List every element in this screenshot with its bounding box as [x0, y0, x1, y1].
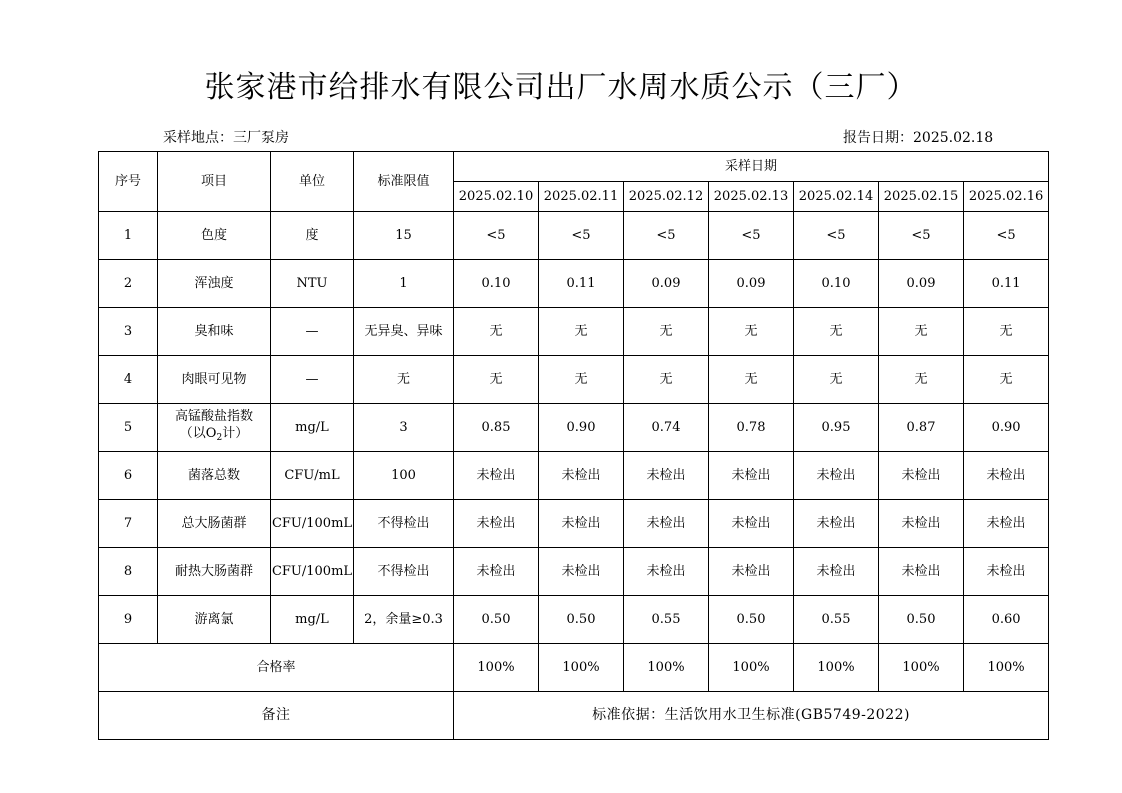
row-value: 无	[964, 308, 1049, 356]
report-date: 报告日期：2025.02.18	[843, 130, 994, 146]
row-value: 未检出	[794, 500, 879, 548]
header-index: 序号	[99, 152, 158, 212]
row-item: 浑浊度	[158, 260, 271, 308]
row-index: 8	[99, 548, 158, 596]
row-value: 0.09	[879, 260, 964, 308]
row-value: 未检出	[709, 500, 794, 548]
pass-rate-row	[99, 644, 1049, 692]
header-sampling-date: 采样日期	[454, 152, 1049, 182]
row-value: 未检出	[454, 452, 539, 500]
row-value: 无	[794, 308, 879, 356]
row-value: 无	[794, 356, 879, 404]
row-value: 未检出	[709, 452, 794, 500]
row-value: 无	[624, 308, 709, 356]
pass-rate-value: 100%	[709, 644, 794, 692]
row-value: 0.90	[964, 404, 1049, 452]
row-limit: 不得检出	[354, 548, 454, 596]
row-item-line2-prefix: （以O	[179, 426, 217, 441]
pass-rate-value: 100%	[539, 644, 624, 692]
row-value: <5	[624, 212, 709, 260]
row-value: 0.78	[709, 404, 794, 452]
row-value: 未检出	[794, 548, 879, 596]
row-limit: 无异臭、异味	[354, 308, 454, 356]
date-header: 2025.02.12	[624, 182, 709, 212]
table-row	[99, 404, 1049, 452]
row-item: 游离氯	[158, 596, 271, 644]
row-value: 未检出	[879, 452, 964, 500]
row-index: 9	[99, 596, 158, 644]
row-index: 6	[99, 452, 158, 500]
table-row	[99, 356, 1049, 404]
row-value: 未检出	[794, 452, 879, 500]
row-value: 0.11	[964, 260, 1049, 308]
row-limit: 100	[354, 452, 454, 500]
row-limit: 1	[354, 260, 454, 308]
row-limit: 15	[354, 212, 454, 260]
remarks-text: 标准依据：生活饮用水卫生标准(GB5749-2022)	[454, 692, 1049, 740]
row-unit: mg/L	[271, 404, 354, 452]
row-unit: —	[271, 356, 354, 404]
row-value: 未检出	[539, 500, 624, 548]
date-header: 2025.02.10	[454, 182, 539, 212]
pass-rate-value: 100%	[454, 644, 539, 692]
row-value: 0.10	[794, 260, 879, 308]
row-value: 无	[709, 356, 794, 404]
row-value: 0.95	[794, 404, 879, 452]
row-value: <5	[709, 212, 794, 260]
pass-rate-value: 100%	[794, 644, 879, 692]
row-value: 0.11	[539, 260, 624, 308]
row-index: 5	[99, 404, 158, 452]
table-row	[99, 596, 1049, 644]
table-row	[99, 548, 1049, 596]
header-unit: 单位	[271, 152, 354, 212]
row-value: 0.50	[454, 596, 539, 644]
remarks-row	[99, 692, 1049, 740]
pass-rate-label: 合格率	[99, 644, 454, 692]
row-value: 无	[454, 356, 539, 404]
row-value: 未检出	[964, 500, 1049, 548]
row-unit: CFU/100mL	[271, 548, 354, 596]
row-value: 0.87	[879, 404, 964, 452]
table-row	[99, 308, 1049, 356]
row-value: 无	[709, 308, 794, 356]
water-quality-table	[98, 151, 1049, 740]
row-value: <5	[539, 212, 624, 260]
row-value: 未检出	[879, 500, 964, 548]
row-unit: 度	[271, 212, 354, 260]
row-index: 2	[99, 260, 158, 308]
sampling-location: 采样地点：三厂泵房	[163, 130, 289, 146]
row-item-line1: 高锰酸盐指数	[174, 409, 253, 424]
row-unit: —	[271, 308, 354, 356]
row-value: 未检出	[709, 548, 794, 596]
row-item: 总大肠菌群	[158, 500, 271, 548]
row-item: 肉眼可见物	[158, 356, 271, 404]
date-header: 2025.02.11	[539, 182, 624, 212]
row-index: 7	[99, 500, 158, 548]
table-row	[99, 212, 1049, 260]
row-value: 无	[624, 356, 709, 404]
row-value: 无	[454, 308, 539, 356]
row-value: 0.50	[879, 596, 964, 644]
row-value: <5	[454, 212, 539, 260]
row-value: <5	[794, 212, 879, 260]
page-title: 张家港市给排水有限公司出厂水周水质公示（三厂）	[204, 70, 918, 105]
row-value: 0.74	[624, 404, 709, 452]
row-unit: CFU/100mL	[271, 500, 354, 548]
pass-rate-value: 100%	[964, 644, 1049, 692]
row-limit: 2，余量≥0.3	[354, 596, 454, 644]
row-value: 0.09	[709, 260, 794, 308]
row-value: 0.50	[539, 596, 624, 644]
row-item: 耐热大肠菌群	[158, 548, 271, 596]
row-limit: 无	[354, 356, 454, 404]
date-header: 2025.02.14	[794, 182, 879, 212]
row-value: 未检出	[624, 500, 709, 548]
row-value: <5	[964, 212, 1049, 260]
row-value: 未检出	[624, 452, 709, 500]
row-item	[158, 404, 271, 452]
row-unit: CFU/mL	[271, 452, 354, 500]
row-value: 0.50	[709, 596, 794, 644]
date-header: 2025.02.16	[964, 182, 1049, 212]
row-value: 未检出	[454, 500, 539, 548]
row-value: 0.55	[624, 596, 709, 644]
row-value: 未检出	[539, 452, 624, 500]
header-item: 项目	[158, 152, 271, 212]
row-value: 未检出	[879, 548, 964, 596]
row-unit: NTU	[271, 260, 354, 308]
row-value: 0.60	[964, 596, 1049, 644]
row-limit: 3	[354, 404, 454, 452]
pass-rate-value: 100%	[879, 644, 964, 692]
header-limit: 标准限值	[354, 152, 454, 212]
row-value: 无	[539, 308, 624, 356]
row-value: 未检出	[964, 548, 1049, 596]
remarks-label: 备注	[99, 692, 454, 740]
row-item: 菌落总数	[158, 452, 271, 500]
row-value: 0.55	[794, 596, 879, 644]
row-value: 未检出	[624, 548, 709, 596]
row-value: <5	[879, 212, 964, 260]
row-limit: 不得检出	[354, 500, 454, 548]
row-index: 3	[99, 308, 158, 356]
row-index: 4	[99, 356, 158, 404]
row-value: 0.85	[454, 404, 539, 452]
row-value: 无	[539, 356, 624, 404]
row-value: 未检出	[539, 548, 624, 596]
header-row	[99, 152, 1049, 182]
row-value: 0.10	[454, 260, 539, 308]
row-item: 臭和味	[158, 308, 271, 356]
row-unit: mg/L	[271, 596, 354, 644]
row-item-line2-suffix: 计）	[222, 426, 249, 441]
row-item-line2	[158, 425, 270, 447]
date-header: 2025.02.13	[709, 182, 794, 212]
row-value: 无	[964, 356, 1049, 404]
date-header: 2025.02.15	[879, 182, 964, 212]
row-value: 无	[879, 308, 964, 356]
row-value: 0.09	[624, 260, 709, 308]
row-value: 无	[879, 356, 964, 404]
row-item: 色度	[158, 212, 271, 260]
table-row	[99, 452, 1049, 500]
pass-rate-value: 100%	[624, 644, 709, 692]
row-item-line2-sub: 2	[216, 433, 223, 443]
row-value: 未检出	[454, 548, 539, 596]
row-index: 1	[99, 212, 158, 260]
row-value: 0.90	[539, 404, 624, 452]
row-value: 未检出	[964, 452, 1049, 500]
table-row	[99, 500, 1049, 548]
table-row	[99, 260, 1049, 308]
